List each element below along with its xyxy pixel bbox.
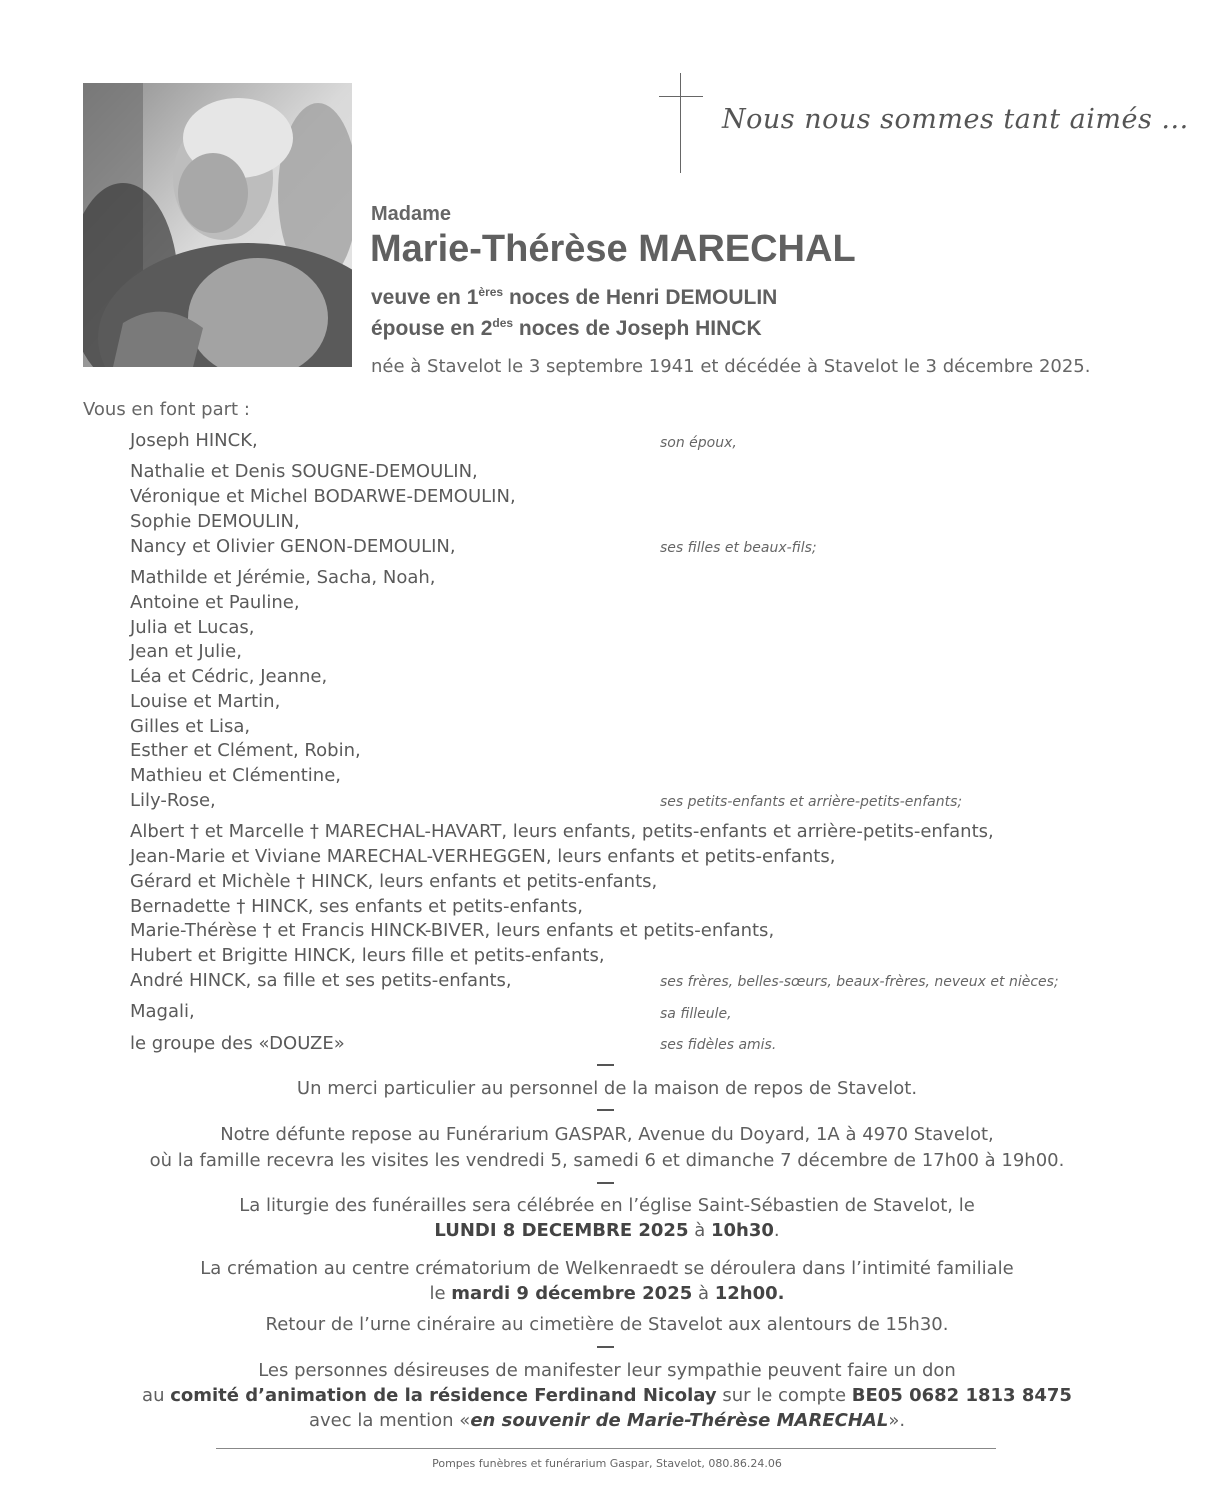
family-name: Léa et Cédric, Jeanne,	[130, 666, 328, 687]
family-name: Magali,	[130, 1001, 195, 1022]
family-name: Gérard et Michèle † HINCK, leurs enfants et petits-enfants,	[130, 871, 658, 892]
family-name: Mathieu et Clémentine,	[130, 765, 342, 786]
second-marriage: épouse en $2^{des}$ noces de Joseph HINCK	[371, 316, 762, 340]
funerarium-line: Notre défunte repose au Funérarium GASPAR, Avenue du Doyard, 1A à 4970 Stavelot,	[220, 1124, 994, 1145]
separator-dash	[597, 1182, 614, 1184]
first-marriage: veuve en 1ères noces de Henri DEMOULIN	[371, 285, 778, 309]
deceased-name: Marie-Thérèse MARECHAL	[370, 228, 856, 270]
separator-dash	[597, 1064, 614, 1066]
birth-death-dates: née à Stavelot le 3 septembre 1941 et décédée à Stavelot le 3 décembre 2025.	[371, 356, 1091, 377]
family-name: Hubert et Brigitte HINCK, leurs fille et petits-enfants,	[130, 945, 605, 966]
family-name: Gilles et Lisa,	[130, 716, 251, 737]
relation-label: ses filles et beaux-fils;	[660, 540, 817, 556]
family-name: Nancy et Olivier GENON-DEMOULIN,	[130, 536, 456, 557]
family-name: Joseph HINCK,	[130, 430, 258, 451]
separator-dash	[597, 1109, 614, 1111]
family-name: Lily-Rose,	[130, 790, 216, 811]
cross-icon-bar	[659, 96, 703, 97]
family-name: Marie-Thérèse † et Francis HINCK-BIVER, leurs enfants et petits-enfants,	[130, 920, 775, 941]
thanks-text: Un merci particulier au personnel de la maison de repos de Stavelot.	[296, 1078, 918, 1099]
liturgy-line: La liturgie des funérailles sera célébrée en l’église Saint-Sébastien de Stavelot, le	[239, 1195, 975, 1216]
relation-label: sa filleule,	[660, 1006, 732, 1022]
family-name: André HINCK, sa fille et ses petits-enfants,	[130, 970, 512, 991]
family-name: Jean et Julie,	[130, 641, 242, 662]
family-name: Albert † et Marcelle † MARECHAL-HAVART, leurs enfants, petits-enfants et arrière-petits-enfants,	[130, 821, 994, 842]
family-name: Louise et Martin,	[130, 691, 281, 712]
family-intro: Vous en font part :	[83, 399, 250, 420]
donation-account: au comité d’animation de la résidence Ferdinand Nicolay sur le compte BE05 0682 1813 8475	[142, 1385, 1072, 1406]
urn-line: Retour de l’urne cinéraire au cimetière de Stavelot aux alentours de 15h30.	[265, 1314, 949, 1335]
family-name: Véronique et Michel BODARWE-DEMOULIN,	[130, 486, 516, 507]
family-name: Sophie DEMOULIN,	[130, 511, 300, 532]
cremation-date: le mardi 9 décembre 2025 à 12h00.	[429, 1283, 785, 1304]
donation-mention: avec la mention «en souvenir de Marie-Thérèse MARECHAL».	[308, 1410, 906, 1431]
motto: Nous nous sommes tant aimés ...	[722, 104, 1189, 135]
family-name: Mathilde et Jérémie, Sacha, Noah,	[130, 567, 436, 588]
family-name: Jean-Marie et Viviane MARECHAL-VERHEGGEN, leurs enfants et petits-enfants,	[130, 846, 836, 867]
donation-line: Les personnes désireuses de manifester leur sympathie peuvent faire un don	[258, 1360, 956, 1381]
cross-icon	[680, 73, 681, 173]
cremation-line: La crémation au centre crématorium de Welkenraedt se déroulera dans l’intimité familiale	[200, 1258, 1014, 1279]
funeral-home-footer: Pompes funèbres et funérarium Gaspar, Stavelot, 080.86.24.06	[432, 1457, 782, 1470]
visits-line: où la famille recevra les visites les vendredi 5, samedi 6 et dimanche 7 décembre de 17h00 à 19h00.	[149, 1150, 1065, 1171]
footer-divider	[216, 1448, 996, 1449]
family-name: le groupe des «DOUZE»	[130, 1033, 345, 1054]
relation-label: ses fidèles amis.	[660, 1037, 777, 1053]
family-name: Julia et Lucas,	[130, 617, 255, 638]
family-name: Esther et Clément, Robin,	[130, 740, 361, 761]
relation-label: ses petits-enfants et arrière-petits-enfants;	[660, 794, 963, 810]
separator-dash	[597, 1346, 614, 1348]
honorific: Madame	[371, 203, 452, 225]
liturgy-date: LUNDI 8 DECEMBRE 2025 à 10h30.	[434, 1220, 780, 1241]
portrait-photo	[83, 83, 352, 367]
family-name: Bernadette † HINCK, ses enfants et petits-enfants,	[130, 896, 583, 917]
family-name: Nathalie et Denis SOUGNE-DEMOULIN,	[130, 461, 478, 482]
relation-label: ses frères, belles-sœurs, beaux-frères, neveux et nièces;	[660, 974, 1059, 990]
relation-label: son époux,	[660, 435, 737, 451]
family-name: Antoine et Pauline,	[130, 592, 300, 613]
